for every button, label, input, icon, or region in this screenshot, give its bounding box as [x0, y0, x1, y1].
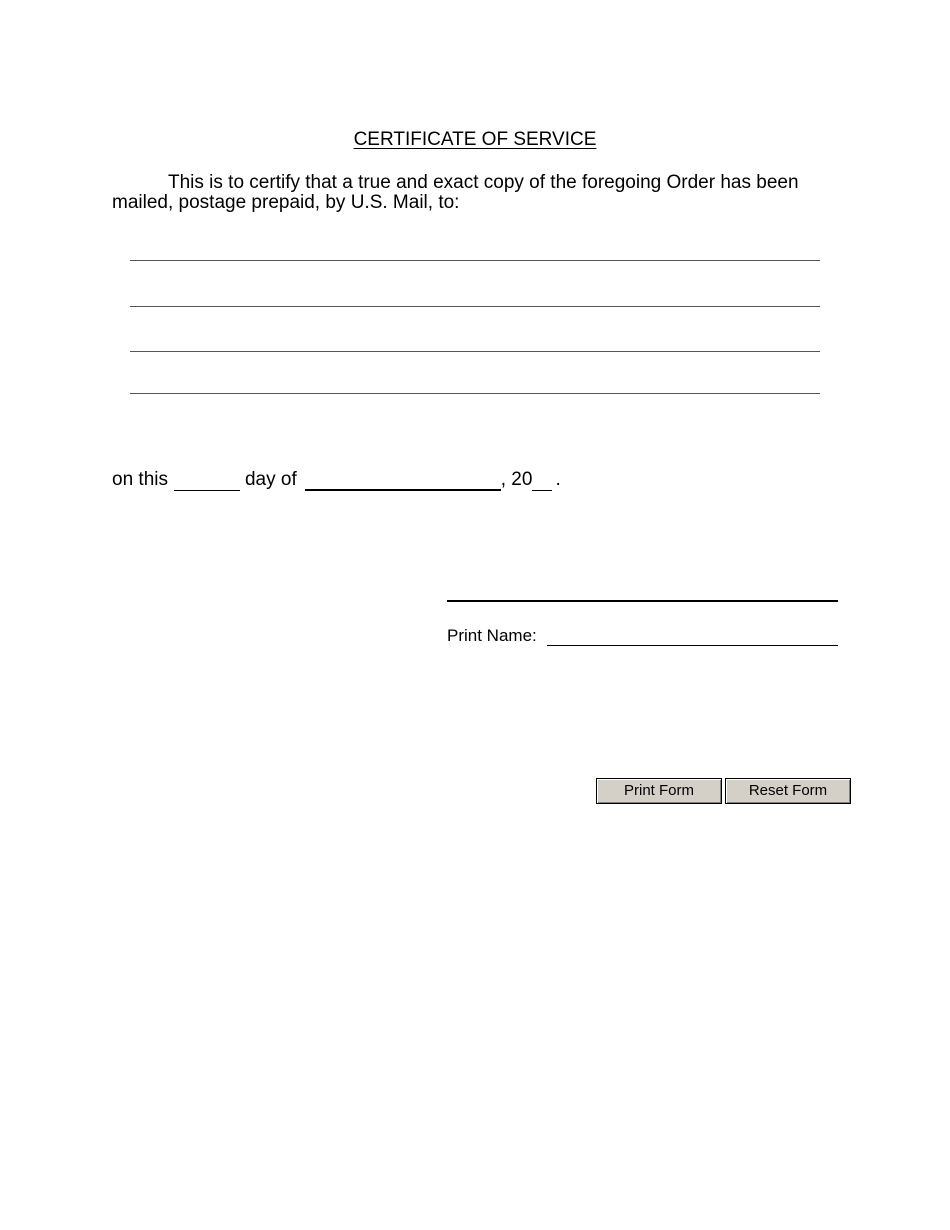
print-form-button[interactable]: Print Form — [596, 778, 722, 804]
recipient-address-line-3[interactable] — [130, 351, 820, 352]
recipient-address-line-2[interactable] — [130, 306, 820, 307]
month-field[interactable] — [305, 471, 501, 491]
paragraph-line-1: This is to certify that a true and exact copy of the foregoing Order has been — [168, 172, 799, 193]
recipient-address-line-4[interactable] — [130, 393, 820, 394]
document-title — [0, 128, 950, 152]
service-date-row — [112, 469, 561, 491]
day-field[interactable] — [174, 472, 240, 491]
certification-paragraph — [112, 173, 812, 213]
year-field[interactable] — [532, 472, 552, 491]
print-name-label: Print Name: — [447, 626, 537, 645]
date-suffix-text: . — [555, 469, 561, 490]
title-text: CERTIFICATE OF SERVICE — [353, 129, 597, 150]
print-name-row — [447, 626, 838, 646]
date-middle-text: day of — [244, 469, 297, 490]
reset-form-button[interactable]: Reset Form — [725, 778, 851, 804]
date-prefix-text: on this — [112, 469, 168, 490]
print-name-field[interactable] — [547, 631, 838, 646]
signature-line[interactable] — [447, 600, 838, 602]
year-prefix-text: , 20 — [500, 469, 533, 490]
paragraph-line-2: mailed, postage prepaid, by U.S. Mail, to: — [112, 192, 460, 213]
recipient-address-line-1[interactable] — [130, 260, 820, 261]
